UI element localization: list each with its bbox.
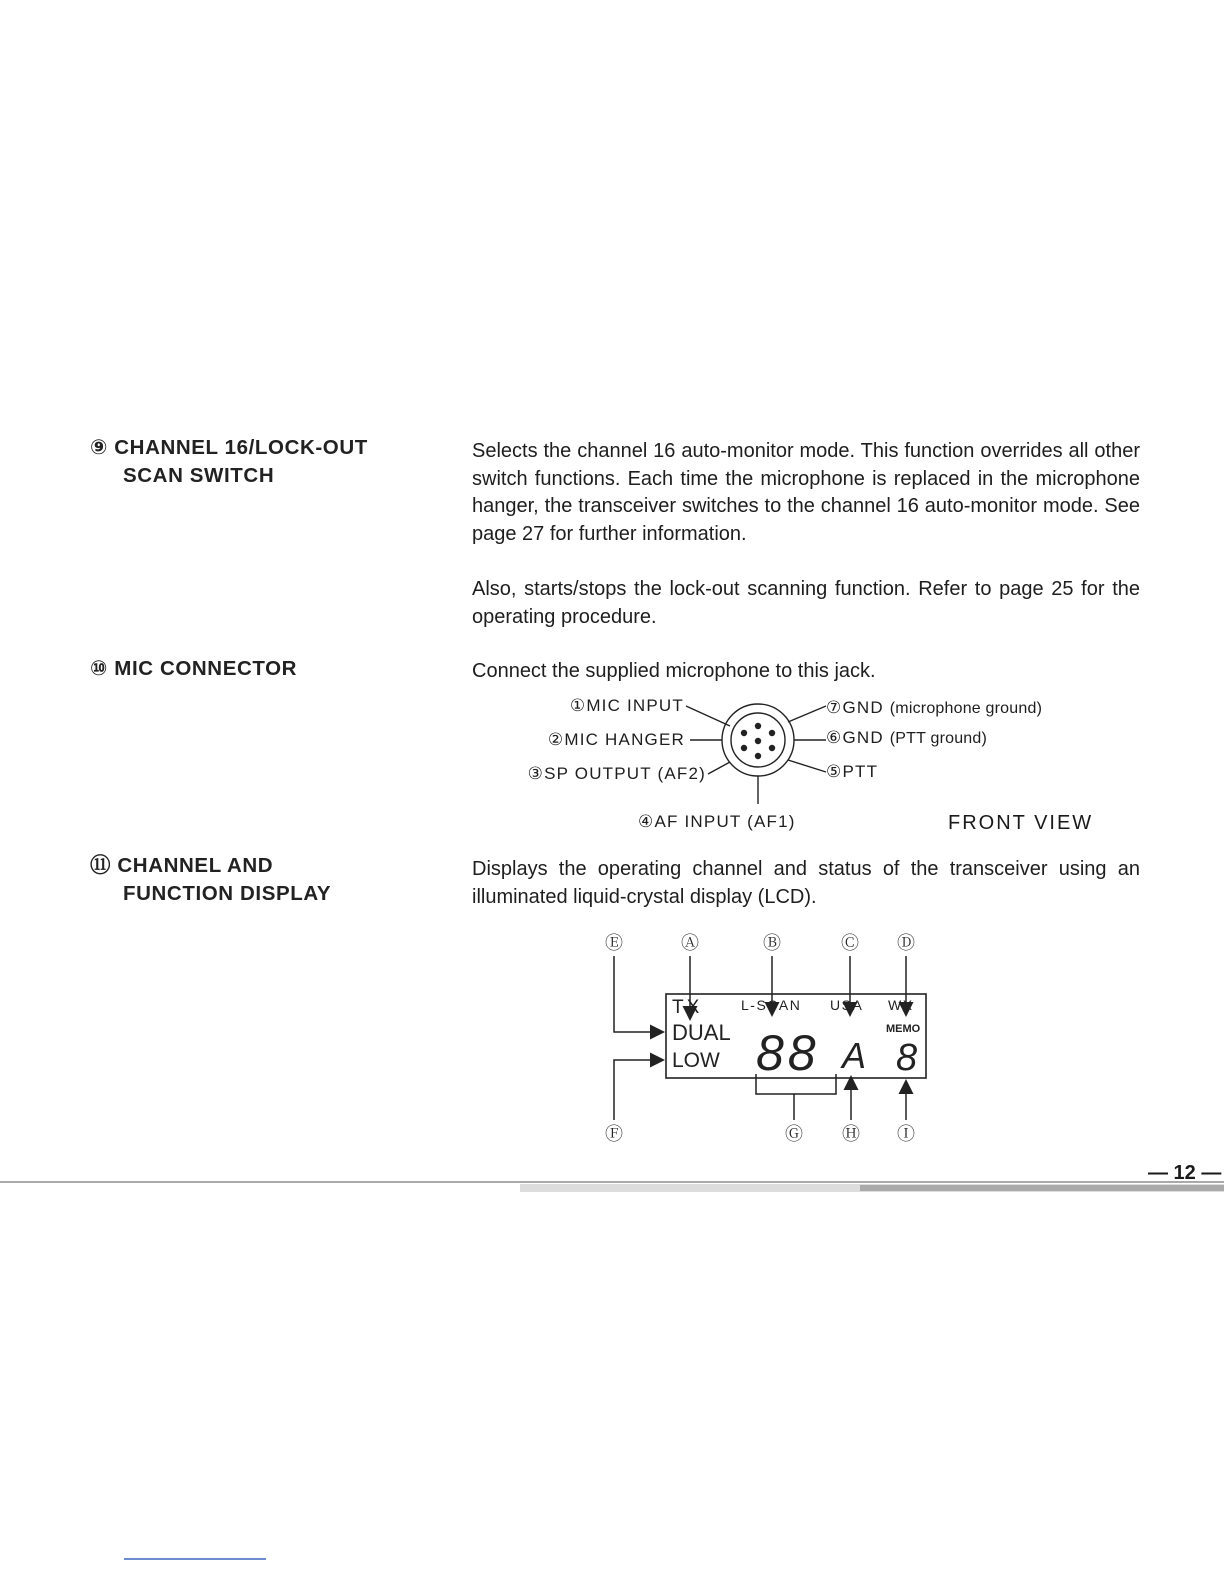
pin-4-label: ④AF INPUT (AF1)	[638, 812, 796, 831]
pin-1-label: ①MIC INPUT	[569, 696, 684, 715]
lcd-wx: WX	[888, 997, 914, 1013]
pin-6-label: ⑥GND (PTT ground)	[826, 728, 988, 747]
marker-d: Ⓓ	[897, 933, 915, 953]
lcd-dual: DUAL	[672, 1020, 731, 1045]
section-10-title: MIC CONNECTOR	[114, 657, 298, 680]
lcd-tx: TX	[672, 997, 703, 1018]
bottom-scan-rule	[0, 1180, 1224, 1194]
marker-f: Ⓕ	[605, 1124, 623, 1144]
lcd-suffix: A	[842, 1035, 867, 1076]
front-view-label: FRONT VIEW	[948, 812, 1094, 834]
marker-a: Ⓐ	[681, 933, 699, 953]
lcd-lscan: L-SCAN	[741, 997, 802, 1013]
lcd-channel-digits: 88	[756, 1025, 820, 1081]
marker-c: Ⓒ	[841, 933, 859, 953]
marker-i: Ⓘ	[897, 1124, 915, 1144]
pin-2-label: ②MIC HANGER	[547, 730, 685, 749]
section-11-title: CHANNEL AND	[117, 854, 274, 877]
marker-e: Ⓔ	[605, 933, 623, 953]
section-11-title-line2: FUNCTION DISPLAY	[123, 882, 332, 905]
section-9-description-2: Also, starts/stops the lock-out scanning function. Refer to page 25 for the operating procedure.	[472, 578, 1140, 628]
marker-b: Ⓑ	[763, 933, 781, 953]
marker-g: Ⓖ	[785, 1124, 803, 1144]
section-9-number: ⑨	[90, 436, 108, 459]
lcd-low: LOW	[672, 1049, 720, 1072]
section-9-title-line2: SCAN SWITCH	[123, 464, 275, 487]
lcd-memo-digit: 8	[896, 1037, 918, 1079]
pin-3-label: ③SP OUTPUT (AF2)	[527, 764, 706, 783]
section-10-number: ⑩	[90, 657, 108, 680]
arrow-e	[614, 956, 662, 1032]
pin-5-label: ⑤PTT	[826, 762, 879, 781]
lcd-usa: USA	[830, 997, 864, 1013]
page-number: — 12 —	[1148, 1162, 1222, 1184]
arrow-f	[614, 1060, 662, 1120]
footer-line	[124, 1558, 266, 1560]
lcd-memo: MEMO	[886, 1023, 921, 1035]
pin-7-label: ⑦GND (microphone ground)	[826, 698, 1043, 717]
section-11-number: ⑪	[90, 854, 112, 877]
marker-h: Ⓗ	[842, 1124, 860, 1144]
section-9-description: Selects the channel 16 auto-monitor mode. This function overrides all other switch functions. Each time the microphone is replaced in the microphone hanger, the transceiver switches to the channel 16 auto-monitor mode. See page 27 for further information.	[472, 440, 1140, 545]
section-11-description: Displays the operating channel and status of the transceiver using an illuminated liquid-crystal display (LCD).	[472, 858, 1140, 908]
section-9-title: CHANNEL 16/LOCK-OUT	[114, 436, 368, 459]
section-10-description: Connect the supplied microphone to this jack.	[472, 660, 876, 682]
